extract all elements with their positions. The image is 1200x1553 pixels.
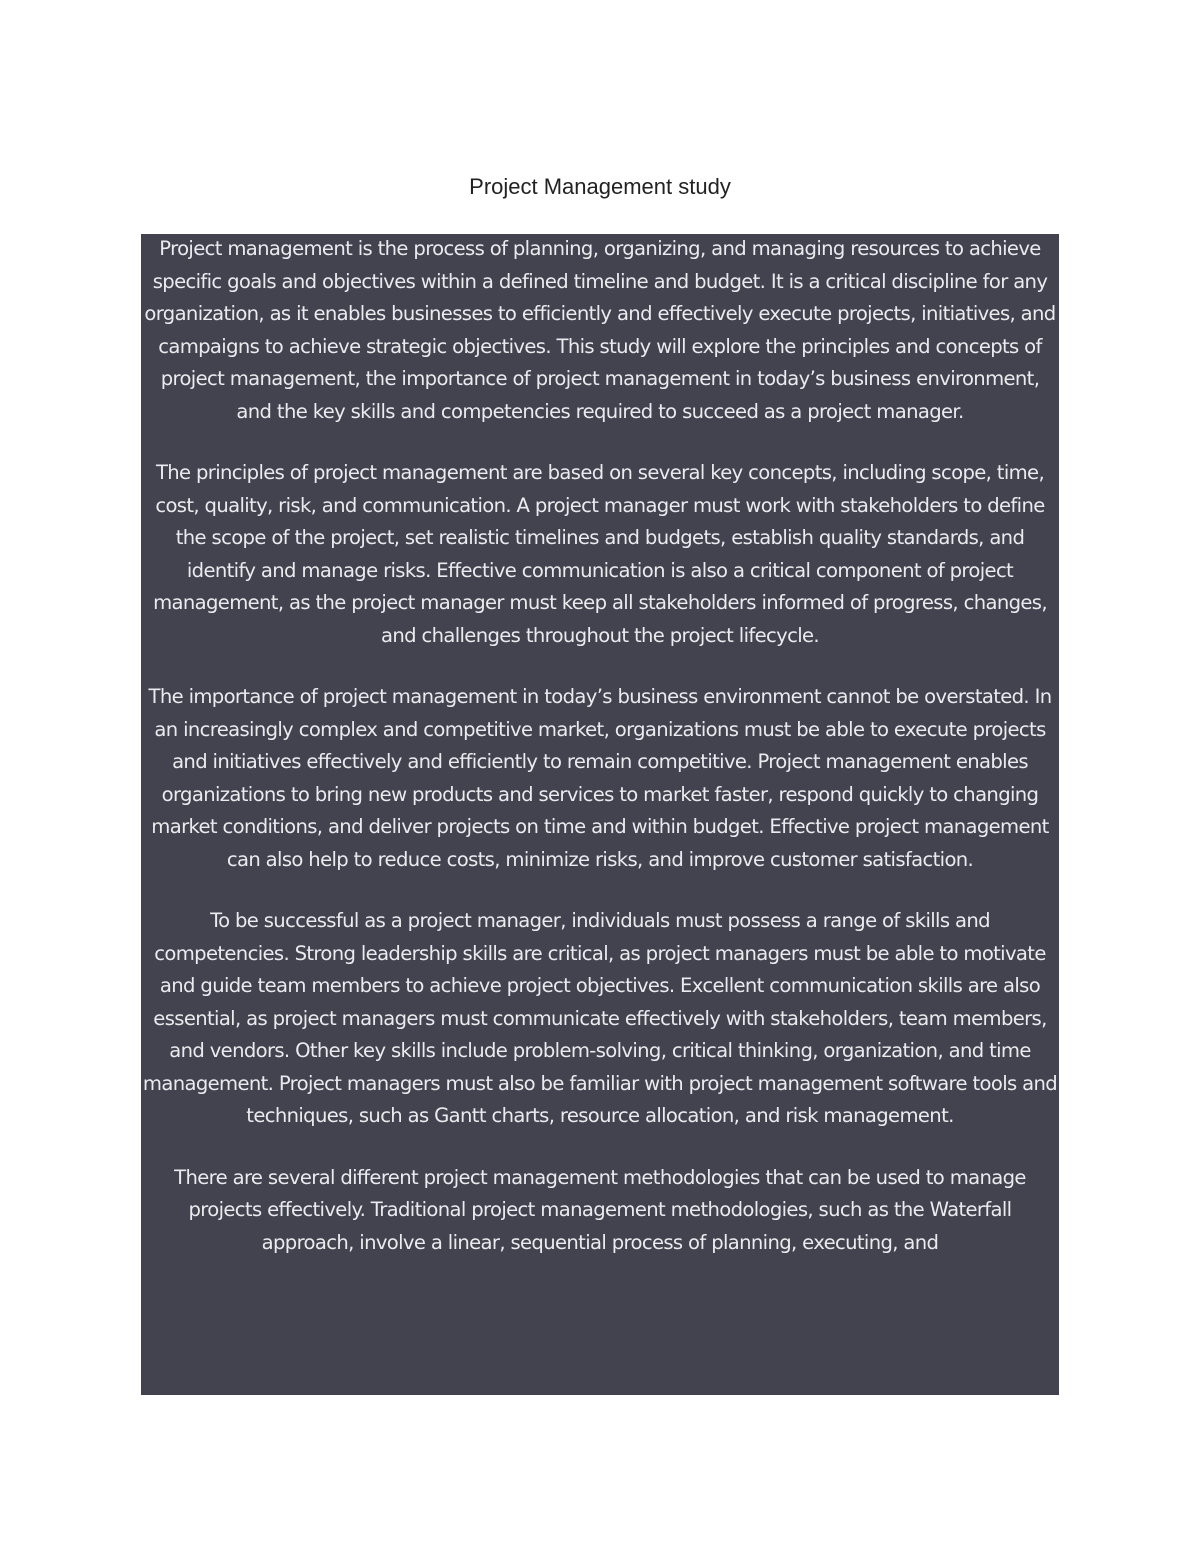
paragraph-introduction: Project management is the process of planning, organizing, and managing resources to achieve specific goals and objectives within a defined timeline and budget. It is a critical discipline for any organization, as it enables businesses to efficiently and effectively execute projects, initiatives, and campaigns to achieve strategic objectives. This study will explore the principles and concepts of project management, the importance of project management in today’s business environment, and the key skills and competencies required to succeed as a project manager. <box>144 237 1056 423</box>
text-panel <box>141 234 1059 1395</box>
paragraph-methodologies: There are several different project management methodologies that can be used to manage projects effectively. Traditional project management methodologies, such as the Waterfall approach, involve a linear, sequential process of planning, executing, and <box>174 1165 1026 1254</box>
paragraph-principles: The principles of project management are based on several key concepts, including scope, time, cost, quality, risk, and communication. A project manager must work with stakeholders to define the scope of the project, set realistic timelines and budgets, establish quality standards, and identify and manage risks. Effective communication is also a critical component of project management, as the project manager must keep all stakeholders informed of progress, changes, and challenges throughout the project lifecycle. <box>153 461 1047 647</box>
paragraph-skills: To be successful as a project manager, individuals must possess a range of skills and competencies. Strong leadership skills are critical, as project managers must be able to motivate and guide team members to achieve project objectives. Excellent communication skills are also essential, as project managers must communicate effectively with stakeholders, team members, and vendors. Other key skills include problem-solving, critical thinking, organization, and time management. Project managers must also be familiar with project management software tools and techniques, such as Gantt charts, resource allocation, and risk management. <box>142 909 1058 1127</box>
paragraph-importance: The importance of project management in today’s business environment cannot be overstated. In an increasingly complex and competitive market, organizations must be able to execute projects and initiatives effectively and efficiently to remain competitive. Project management enables organizations to bring new products and services to market faster, respond quickly to changing market conditions, and deliver projects on time and within budget. Effective project management can also help to reduce costs, minimize risks, and improve customer satisfaction. <box>148 685 1052 871</box>
page-title: Project Management study <box>469 174 731 199</box>
